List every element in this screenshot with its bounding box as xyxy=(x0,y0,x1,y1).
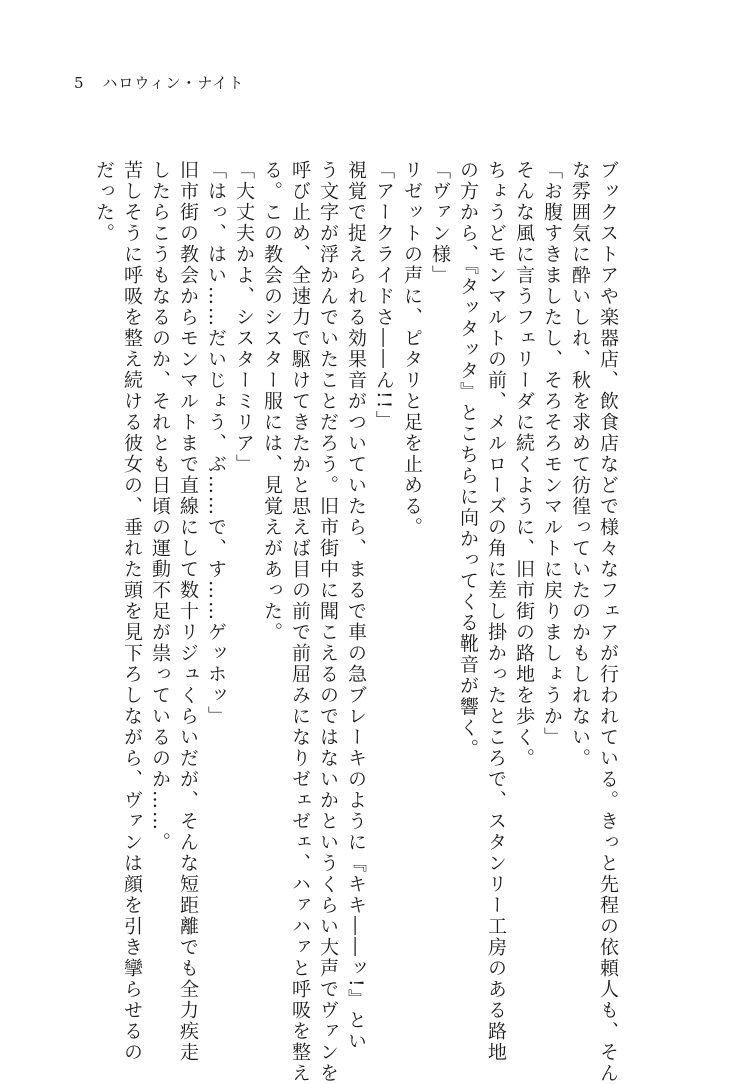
text-line: の方から、『タッタッタ』とこちらに向かってくる靴音が響く。 xyxy=(457,160,479,760)
text-line: 苦しそうに呼吸を整え続ける彼女の、垂れた頭を見下ろしながら、ヴァンは顔を引き攣らせるの xyxy=(121,160,143,1063)
body-text xyxy=(93,160,622,1084)
text-line: そんな風に言うフェリーダに続くように、旧市街の路地を歩く。 xyxy=(513,160,535,769)
page-number: 5 xyxy=(74,74,85,92)
text-line: ちょうどモンマルトの前、メルローズの角に差し掛かったところで、スタンリー工房のある路地 xyxy=(485,160,507,1063)
text-line: リゼットの声に、ピタリと足を止める。 xyxy=(401,160,423,538)
text-line: 「ヴァン様」 xyxy=(429,160,451,286)
text-line: 視覚で捉えられる効果音がついていたら、まるで車の急ブレーキのように『キキ――ッ!』とい xyxy=(345,160,367,1052)
text-line: 「アークライドさ――ん!!」 xyxy=(373,160,395,432)
running-head xyxy=(74,72,244,93)
text-line: ブックストアや楽器店、飲食店などで様々なフェアが行われている。きっと先程の依頼人も、そん xyxy=(597,160,619,1084)
text-line: したらこうもなるのか、それとも日頃の運動不足が祟っているのか……。 xyxy=(149,160,171,853)
text-line: う文字が浮かんでいたことだろう。旧市街中に聞こえるのではないかというくらい大声でヴァンを xyxy=(317,160,339,1084)
text-line: る。この教会のシスター服には、見覚えがあった。 xyxy=(261,160,283,643)
text-line: 呼び止め、全速力で駆けてきたかと思えば目の前で前屈みになりゼェゼェ、ハァハァと呼吸を整え xyxy=(289,160,311,1084)
chapter-title: ハロウィン・ナイト xyxy=(102,74,245,92)
text-line: 旧市街の教会からモンマルトまで直線にして数十リジュくらいだが、そんな短距離でも全力疾走 xyxy=(177,160,199,1063)
text-line: 「はっ、はい……だいじょう、ぶ……で、す……ゲッホッ」 xyxy=(205,160,227,727)
text-line: だった。 xyxy=(93,160,115,244)
text-line: 「大丈夫かよ、シスターミリア」 xyxy=(233,160,255,475)
text-line: 「お腹すきましたし、そろそろモンマルトに戻りましょうか」 xyxy=(541,160,563,748)
text-line: な雰囲気に酔いしれ、秋を求めて彷徨っていたのかもしれない。 xyxy=(569,160,591,769)
